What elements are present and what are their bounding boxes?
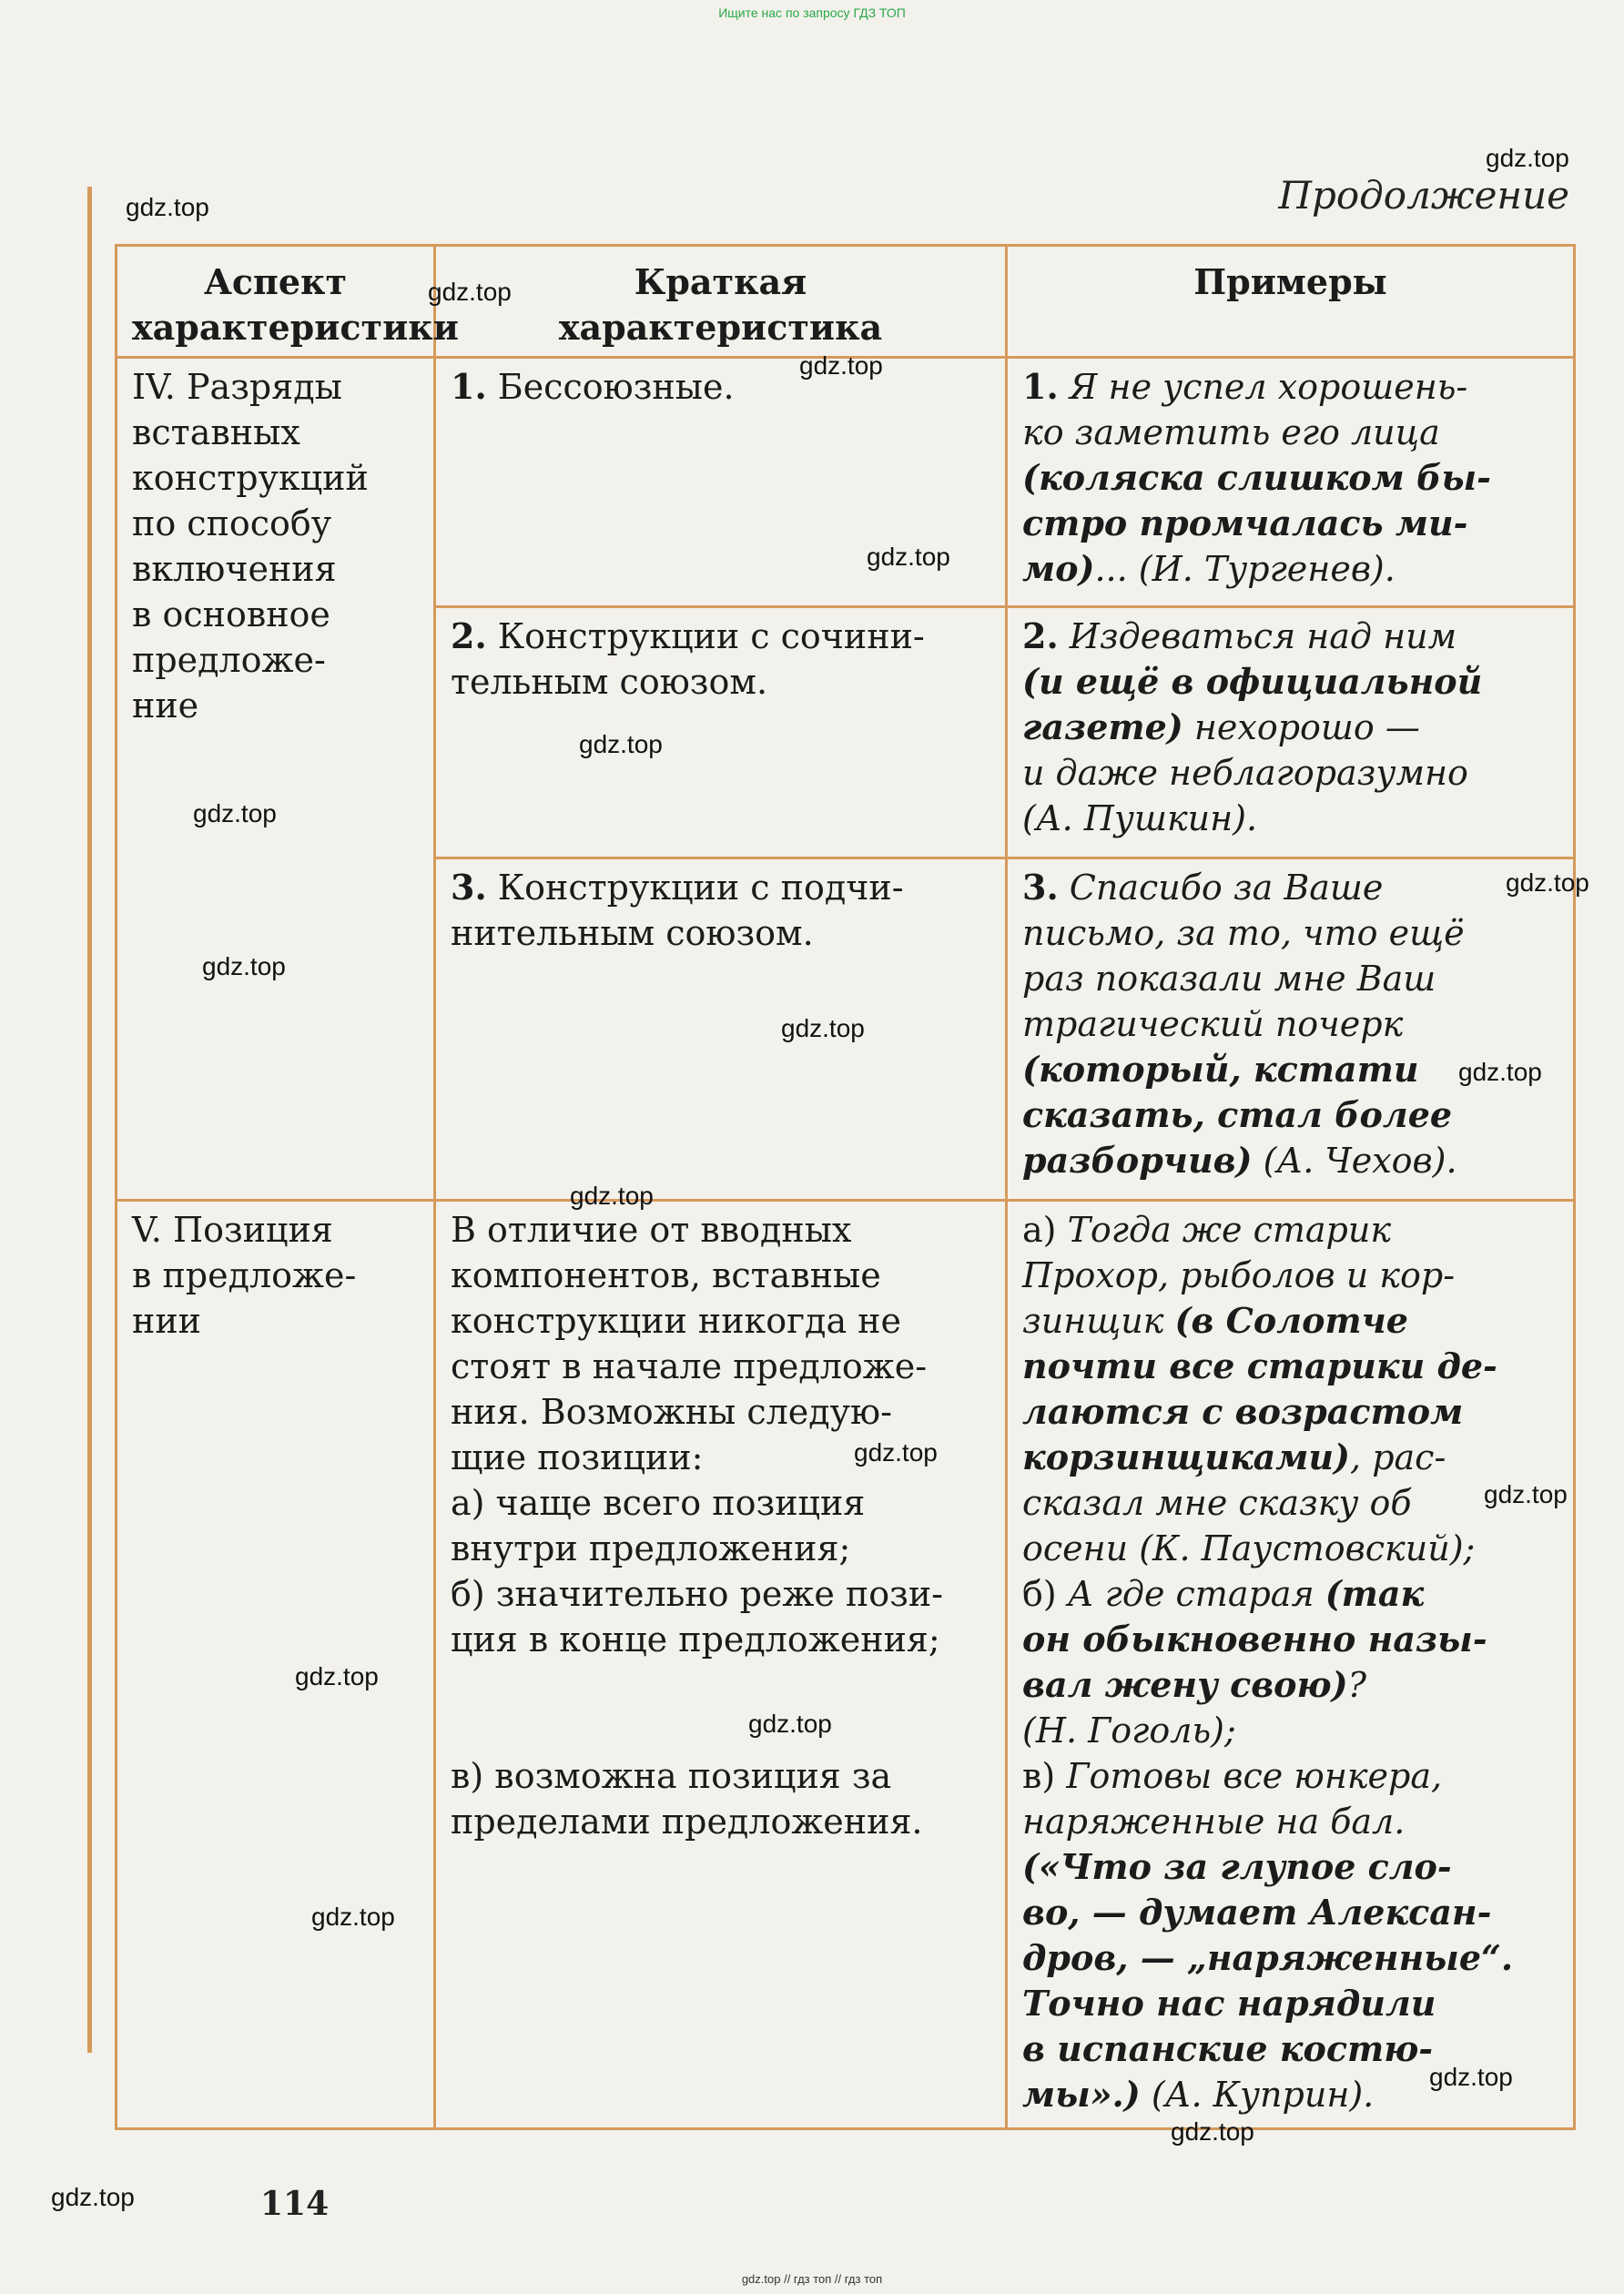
watermark: gdz.top — [867, 543, 950, 571]
watermark: gdz.top — [570, 1182, 654, 1210]
example-cell — [1007, 358, 1575, 607]
example-number: 2. — [1022, 615, 1059, 656]
watermark: gdz.top — [126, 193, 209, 221]
position-a: а) чаще всего позиция внутри предложения; — [451, 1483, 866, 1568]
example-b — [1022, 1571, 1558, 1753]
margin-line — [87, 187, 92, 2053]
example-label: б) — [1022, 1574, 1068, 1614]
item-number: 1. — [451, 366, 487, 407]
watermark: gdz.top — [1429, 2063, 1513, 2091]
header-examples: Примеры — [1007, 246, 1575, 358]
insertion-text: (в Солотче почти все старики де- лаются с возрастом корзинщиками) — [1022, 1300, 1497, 1477]
example-cell — [1007, 607, 1575, 858]
watermark: gdz.top — [193, 799, 277, 827]
position-b: б) значительно реже пози- ция в конце предложения; — [451, 1574, 943, 1660]
example-source: , рас- сказал мне сказку об осени (К. Паустовский); — [1022, 1437, 1476, 1568]
watermark: gdz.top — [1486, 144, 1569, 172]
bottom-banner: gdz.top // гдз топ // гдз топ — [741, 2272, 883, 2286]
brief-text: Конструкции с сочини- тельным союзом. — [451, 616, 925, 702]
example-cell — [1007, 1201, 1575, 2129]
example-text: Я не успел хорошень- ко заметить его лица — [1022, 367, 1468, 452]
position-c: в) возможна позиция за пределами предложения. — [451, 1756, 923, 1842]
example-label: а) — [1022, 1210, 1068, 1250]
example-text: Тогда же старик Прохор, рыболов и кор- зинщик — [1022, 1210, 1456, 1341]
item-number: 3. — [451, 867, 487, 908]
brief-cell — [435, 1201, 1007, 2129]
brief-cell — [435, 858, 1007, 1201]
example-cell — [1007, 858, 1575, 1201]
example-source: ? (Н. Гоголь); — [1022, 1665, 1366, 1751]
example-source: ... (И. Тургенев). — [1094, 549, 1396, 589]
watermark: gdz.top — [295, 1662, 379, 1690]
continuation-label: Продолжение — [1278, 173, 1569, 218]
example-number: 1. — [1022, 366, 1059, 407]
example-a — [1022, 1207, 1558, 1571]
example-source: нехорошо — и даже неблагоразумно (А. Пушкин). — [1022, 707, 1468, 838]
table-row — [117, 358, 1575, 607]
insertion-text: («Что за глупое сло- во, — думает Алексан- дров, — „наряженные“. Точно нас нарядили в испанские костю- мы».) — [1022, 1846, 1514, 2115]
example-text: Готовы все юнкера, наряженные на бал. — [1022, 1756, 1443, 1842]
watermark: gdz.top — [51, 2183, 135, 2211]
page-number: 114 — [260, 2185, 330, 2223]
insertion-text: (который, кстати сказать, стал более разборчив) — [1022, 1049, 1453, 1181]
insertion-text: (коляска слишком бы- стро промчалась ми- мо) — [1022, 457, 1491, 589]
characteristics-table — [115, 244, 1576, 2130]
example-number: 3. — [1022, 867, 1059, 908]
example-text: Спасибо за Ваше письмо, за то, что ещё раз показали мне Ваш трагический почерк — [1022, 868, 1465, 1044]
watermark: gdz.top — [854, 1438, 938, 1467]
watermark: gdz.top — [1506, 868, 1589, 897]
watermark: gdz.top — [1484, 1480, 1568, 1508]
watermark: gdz.top — [1458, 1058, 1542, 1086]
insertion-text: (так он обыкновенно назы- вал жену свою) — [1022, 1573, 1487, 1705]
watermark: gdz.top — [311, 1903, 395, 1931]
header-brief: Краткая характеристика — [435, 246, 1007, 358]
top-banner: Ищите нас по запросу ГДЗ ТОП — [718, 5, 906, 20]
brief-text: Бессоюзные. — [497, 367, 735, 407]
aspect-section-5: V. Позиция в предложе- нии — [117, 1201, 435, 2129]
header-aspect: Аспект характеристики — [117, 246, 435, 358]
position-intro: В отличие от вводных компонентов, вставные конструкции никогда не стоят в начале предложе- ния. Возможны следую- щие позиции: — [451, 1210, 928, 1477]
insertion-text: (и ещё в официальной газете) — [1022, 661, 1483, 747]
watermark: gdz.top — [428, 278, 512, 306]
aspect-section-4: IV. Разряды вставных конструкций по способу включения в основное предложе- ние — [117, 358, 435, 1201]
watermark: gdz.top — [799, 351, 883, 380]
example-label: в) — [1022, 1756, 1067, 1796]
item-number: 2. — [451, 615, 487, 656]
brief-text: Конструкции с подчи- нительным союзом. — [451, 868, 904, 953]
example-text: А где старая — [1067, 1574, 1325, 1614]
watermark: gdz.top — [579, 730, 663, 758]
example-text: Издеваться над ним — [1069, 616, 1457, 656]
example-source: (А. Куприн). — [1140, 2075, 1375, 2115]
watermark: gdz.top — [1171, 2117, 1254, 2146]
brief-cell — [435, 607, 1007, 858]
example-source: (А. Чехов). — [1252, 1141, 1457, 1181]
watermark: gdz.top — [781, 1014, 865, 1042]
table-header-row — [117, 246, 1575, 358]
watermark: gdz.top — [748, 1710, 832, 1738]
watermark: gdz.top — [202, 952, 286, 980]
